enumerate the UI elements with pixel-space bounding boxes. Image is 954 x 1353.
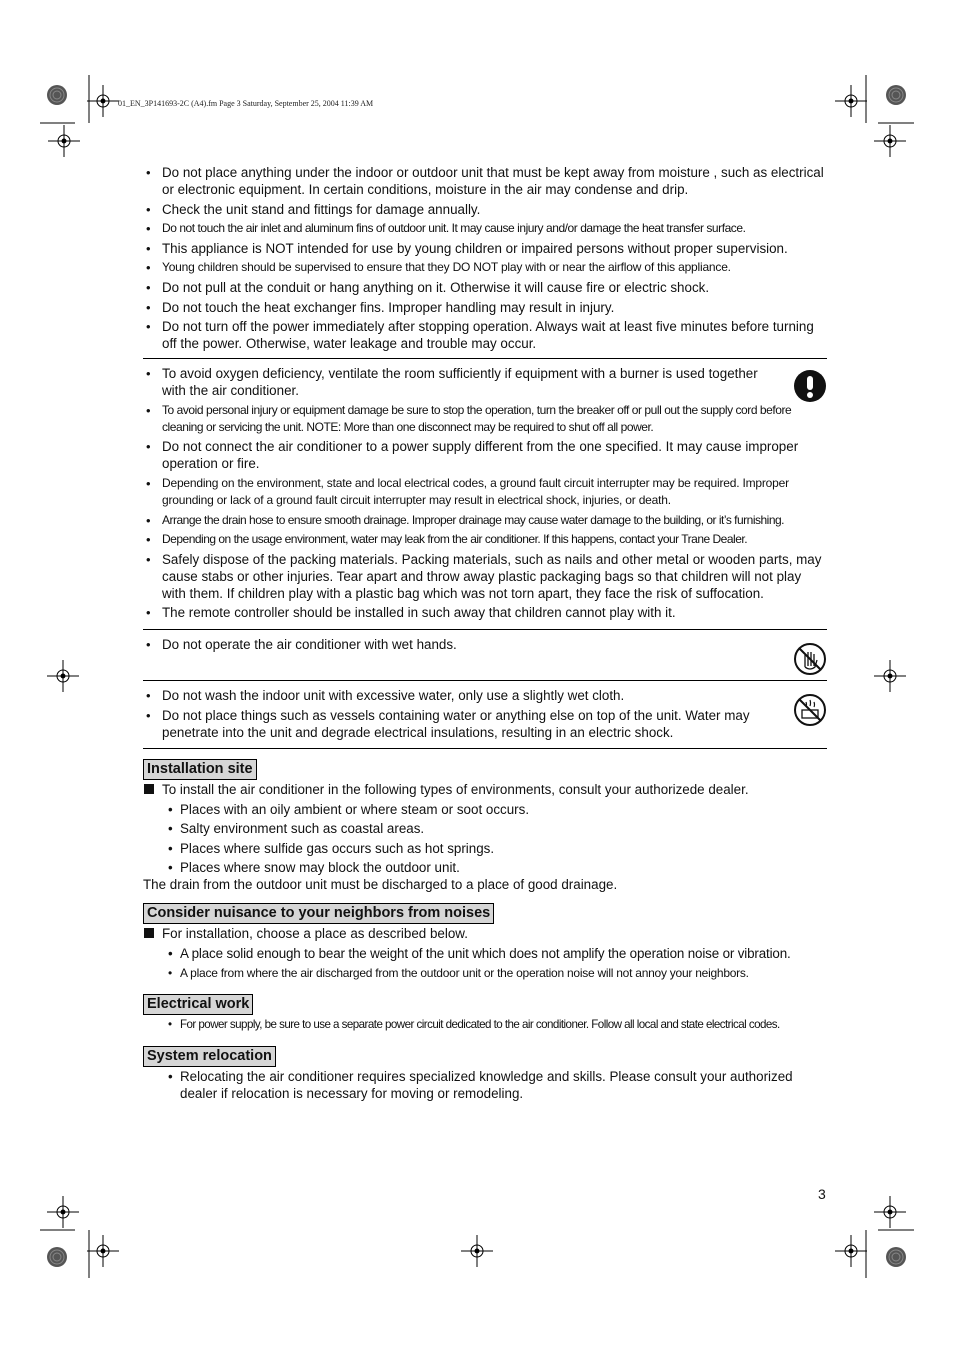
- electrical-work-heading: Electrical work: [143, 994, 253, 1015]
- list-item: • A place from where the air discharged from the outdoor unit or the operation noise will not annoy your neighbors.: [168, 965, 827, 982]
- list-item: • Do not touch the heat exchanger fins. Improper handling may result in injury.: [143, 299, 827, 316]
- list-item: • Salty environment such as coastal areas.: [168, 820, 827, 837]
- general-precautions-list: [143, 164, 827, 352]
- wet-hands-list: [143, 636, 827, 653]
- list-item: • Places with an oily ambient or where steam or soot occurs.: [168, 801, 827, 818]
- list-item: • Do not connect the air conditioner to a power supply different from the one specified. It may cause improper operation or fire.: [143, 438, 827, 472]
- system-relocation-heading: System relocation: [143, 1046, 276, 1067]
- installation-lead: [143, 781, 827, 798]
- list-item: • Places where snow may block the outdoor unit.: [168, 859, 827, 876]
- water-section: [143, 680, 827, 749]
- list-item: • To avoid oxygen deficiency, ventilate the room sufficiently if equipment with a burner is used together with the air conditioner.: [143, 365, 827, 399]
- mandatory-section: [143, 358, 827, 629]
- list-item: • Do not turn off the power immediately after stopping operation. Always wait at least five minutes before turning off the power. Otherwise, water leakage and trouble may occur.: [143, 318, 827, 352]
- noise-lead-text: For installation, choose a place as described below.: [162, 926, 468, 942]
- mandatory-list: [143, 365, 827, 621]
- main-content: [143, 164, 827, 1104]
- drainage-note: The drain from the outdoor unit must be discharged to a place of good drainage.: [143, 877, 618, 893]
- list-item: • Depending on the usage environment, water may leak from the air conditioner. If this happens, contact your Trane Dealer.: [143, 531, 827, 548]
- list-item: • To avoid personal injury or equipment damage be sure to stop the operation, turn the breaker off or pull out the supply cord before cleaning or servicing the unit. NOTE: More than one disconnect may be required to shut off all power.: [143, 402, 827, 436]
- list-item: • Relocating the air conditioner requires specialized knowledge and skills. Please consult your authorized dealer if relocation is necessary for moving or remodeling.: [168, 1068, 827, 1102]
- list-item: • Do not wash the indoor unit with excessive water, only use a slightly wet cloth.: [143, 687, 827, 704]
- list-item: • This appliance is NOT intended for use by young children or impaired persons without proper supervision.: [143, 240, 827, 257]
- list-item: • Do not touch the air inlet and aluminum fins of outdoor unit. It may cause injury and/or damage the heat transfer surface.: [143, 220, 827, 237]
- installation-site-heading: Installation site: [143, 759, 257, 780]
- installation-lead-text: To install the air conditioner in the following types of environments, consult your authorizede dealer.: [162, 782, 749, 798]
- relocation-list: [143, 1068, 827, 1102]
- list-item: • Do not operate the air conditioner with wet hands.: [143, 636, 827, 653]
- list-item: • Depending on the environment, state and local electrical codes, a ground fault circuit interrupter may be required. Improper grounding or lack of a ground fault circuit interrupter may result in electrical shock, injuries, or death.: [143, 475, 827, 509]
- file-info-header: 01_EN_3P141693-2C (A4).fm Page 3 Saturday, September 25, 2004 11:39 AM: [118, 99, 374, 108]
- installation-list: [143, 801, 827, 877]
- list-item: • Safely dispose of the packing materials. Packing materials, such as nails and other metal or wooden parts, may cause stabs or other injuries. Tear apart and throw away plastic packaging bags so that children will not play with them. If children play with a plastic bag which was not torn apart, they face the risk of suffocation.: [143, 551, 827, 602]
- square-bullet-icon: [144, 784, 154, 794]
- list-item: • Do not place anything under the indoor or outdoor unit that must be kept away from moisture , such as electrical or electronic equipment. In certain conditions, moisture in the air may condense and drip.: [143, 164, 827, 198]
- list-item: • Check the unit stand and fittings for damage annually.: [143, 201, 827, 218]
- list-item: • Places where sulfide gas occurs such as hot springs.: [168, 840, 827, 857]
- list-item: • For power supply, be sure to use a separate power circuit dedicated to the air conditioner. Follow all local and state electrical codes.: [168, 1016, 827, 1033]
- water-list: [143, 687, 827, 741]
- list-item: • Do not place things such as vessels containing water or anything else on top of the unit. Water may penetrate into the unit and degrade electrical insulations, resulting in an electric shock.: [143, 707, 827, 741]
- wet-hands-section: [143, 629, 827, 680]
- list-item: • Do not pull at the conduit or hang anything on it. Otherwise it will cause fire or electric shock.: [143, 279, 827, 296]
- list-item: • Young children should be supervised to ensure that they DO NOT play with or near the airflow of this appliance.: [143, 259, 827, 276]
- noise-lead: [143, 925, 827, 942]
- noise-list: [143, 945, 827, 982]
- square-bullet-icon: [144, 928, 154, 938]
- noise-heading: Consider nuisance to your neighbors from noises: [143, 903, 494, 924]
- list-item: • The remote controller should be installed in such away that children cannot play with it.: [143, 604, 827, 621]
- page-number: 3: [818, 1186, 826, 1202]
- list-item: • Arrange the drain hose to ensure smooth drainage. Improper drainage may cause water damage to the building, or it’s furnishing.: [143, 512, 827, 529]
- list-item: • A place solid enough to bear the weight of the unit which does not amplify the operation noise or vibration.: [168, 945, 827, 962]
- electrical-list: [143, 1016, 827, 1033]
